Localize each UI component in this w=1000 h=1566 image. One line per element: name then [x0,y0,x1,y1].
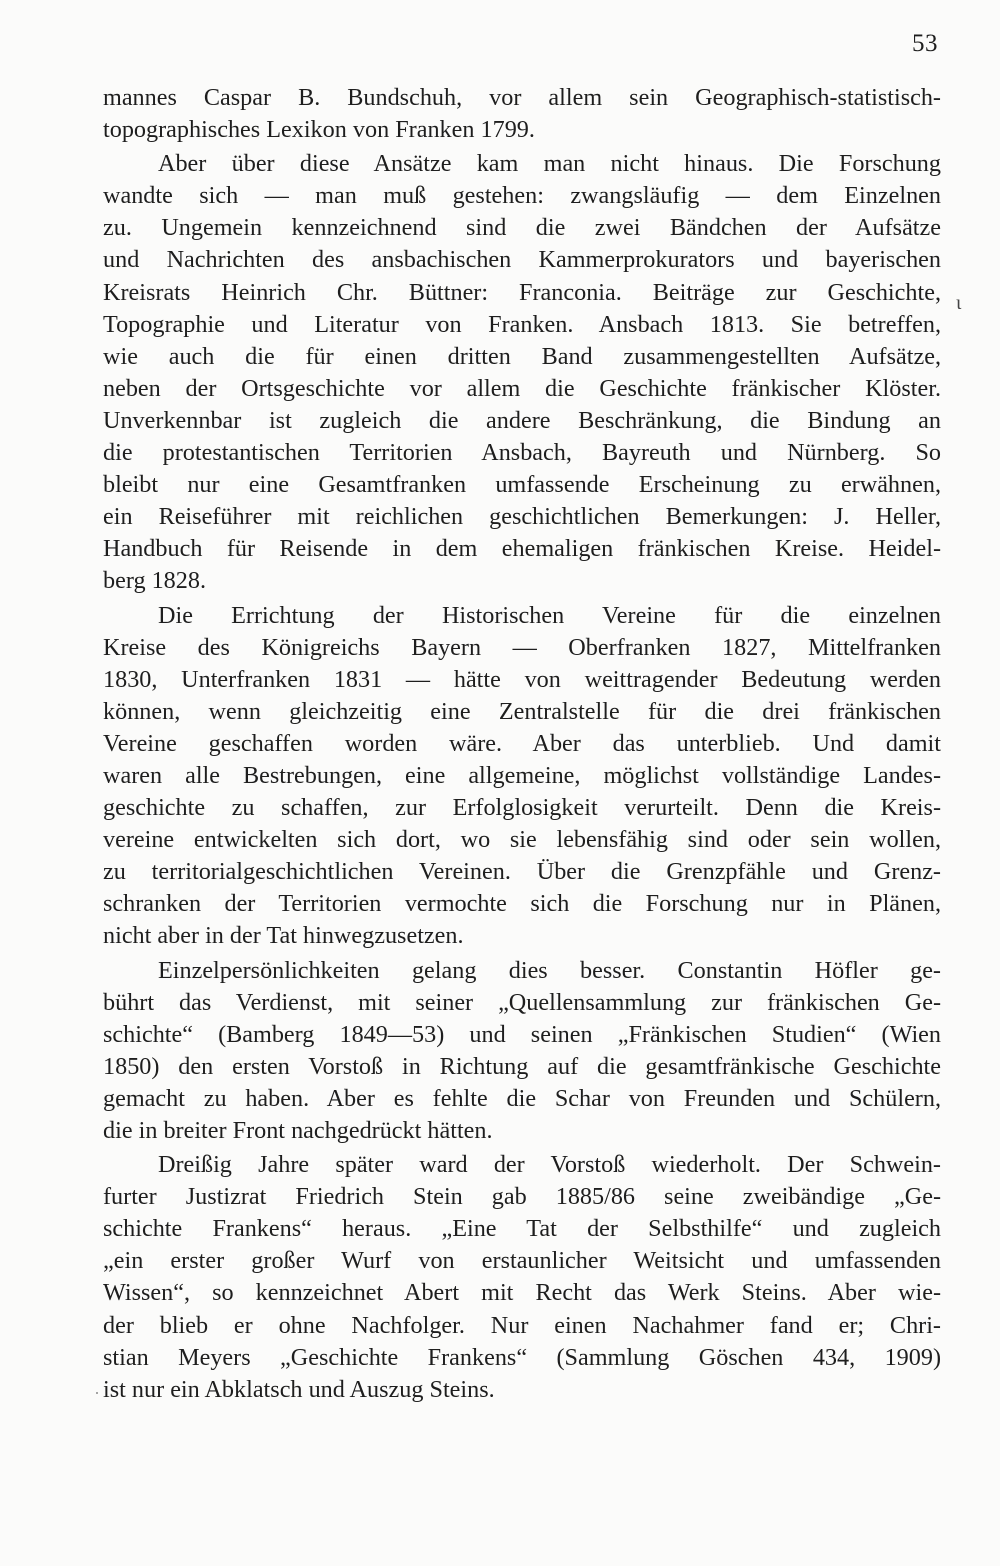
text-line: die protestantischen Territorien Ansbach, Bayreuth und Nürnberg. So [103,439,941,467]
text-line: „ein erster großer Wurf von erstaunlicher Weitsicht und umfassenden [103,1247,941,1275]
paragraph [103,82,941,146]
text-line: zu. Ungemein kennzeichnend sind die zwei Bändchen der Aufsätze [103,214,941,242]
text-line: Kreise des Königreichs Bayern — Oberfranken 1827, Mittelfranken [103,633,941,661]
text-line: 1850) den ersten Vorstoß in Richtung auf die gesamtfränkische Geschichte [103,1052,941,1080]
text-line: wie auch die für einen dritten Band zusammengestellten Aufsätze, [103,342,941,370]
text-line: zu territorialgeschichtlichen Vereinen. Über die Grenzpfähle und Grenz- [103,858,941,886]
paragraph [103,148,941,597]
paragraph [103,955,941,1148]
text-line: schichte“ (Bamberg 1849—53) und seinen „Fränkischen Studien“ (Wien [103,1020,941,1048]
page-number: 53 [912,30,938,57]
text-line: Topographie und Literatur von Franken. Ansbach 1813. Sie betreffen, [103,310,941,338]
text-line: schichte Frankens“ heraus. „Eine Tat der Selbsthilfe“ und zugleich [103,1215,941,1243]
body-text [103,82,941,1406]
text-line: der blieb er ohne Nachfolger. Nur einen Nachahmer fand er; Chri- [103,1311,941,1339]
text-line: Wissen“, so kennzeichnet Abert mit Recht das Werk Steins. Aber wie- [103,1279,941,1307]
text-line: mannes Caspar B. Bundschuh, vor allem sein Geographisch-statistisch- [103,84,941,111]
text-line: Handbuch für Reisende in dem ehemaligen fränkischen Kreise. Heidel- [103,535,941,563]
text-line: gemacht zu haben. Aber es fehlte die Schar von Freunden und Schülern, [103,1084,941,1112]
text-line: Aber über diese Ansätze kam man nicht hinaus. Die Forschung [158,150,941,178]
text-line: stian Meyers „Geschichte Frankens“ (Sammlung Göschen 434, 1909) [103,1343,941,1371]
text-line: ein Reiseführer mit reichlichen geschichtlichen Bemerkungen: J. Heller, [103,503,941,531]
text-line: Dreißig Jahre später ward der Vorstoß wiederholt. Der Schwein- [158,1151,941,1179]
text-line: furter Justizrat Friedrich Stein gab 1885/86 seine zweibändige „Ge- [103,1183,941,1211]
text-line: schranken der Territorien vermochte sich die Forschung nur in Plänen, [103,890,941,918]
margin-pencil-mark: ι [956,292,962,314]
text-line: waren alle Bestrebungen, eine allgemeine, möglichst vollständige Landes- [103,761,941,789]
text-line: bleibt nur eine Gesamtfranken umfassende Erscheinung zu erwähnen, [103,471,941,499]
text-line: berg 1828. [103,567,207,595]
text-line: können, wenn gleichzeitig eine Zentralstelle für die drei fränkischen [103,697,941,725]
paragraph [103,600,941,953]
text-line: nicht aber in der Tat hinwegzusetzen. [103,922,464,950]
text-line: Die Errichtung der Historischen Vereine für die einzelnen [158,601,941,629]
text-line: Kreisrats Heinrich Chr. Büttner: Franconia. Beiträge zur Geschichte, [103,278,941,306]
text-line: neben der Ortsgeschichte vor allem die Geschichte fränkischer Klöster. [103,374,941,402]
text-line: bührt das Verdienst, mit seiner „Quellensammlung zur fränkischen Ge- [103,988,941,1016]
text-line: und Nachrichten des ansbachischen Kammerprokurators und bayerischen [103,246,941,274]
text-line: Vereine geschaffen worden wäre. Aber das unterblieb. Und damit [103,729,941,757]
text-line: topographisches Lexikon von Franken 1799. [103,116,535,144]
text-line: ist nur ein Abklatsch und Auszug Steins. [103,1375,495,1403]
text-line: 1830, Unterfranken 1831 — hätte von weittragender Bedeutung werden [103,665,941,693]
text-line: vereine entwickelten sich dort, wo sie lebensfähig sind oder sein wollen, [103,826,941,854]
text-line: wandte sich — man muß gestehen: zwangsläufig — dem Einzelnen [103,182,941,210]
scan-speck [96,1392,98,1394]
text-line: geschichte zu schaffen, zur Erfolglosigkeit verurteilt. Denn die Kreis- [103,794,941,822]
text-line: Unverkennbar ist zugleich die andere Beschränkung, die Bindung an [103,406,941,434]
text-line: die in breiter Front nachgedrückt hätten. [103,1117,493,1144]
text-line: Einzelpersönlichkeiten gelang dies besser. Constantin Höfler ge- [158,956,941,984]
paragraph [103,1149,941,1406]
